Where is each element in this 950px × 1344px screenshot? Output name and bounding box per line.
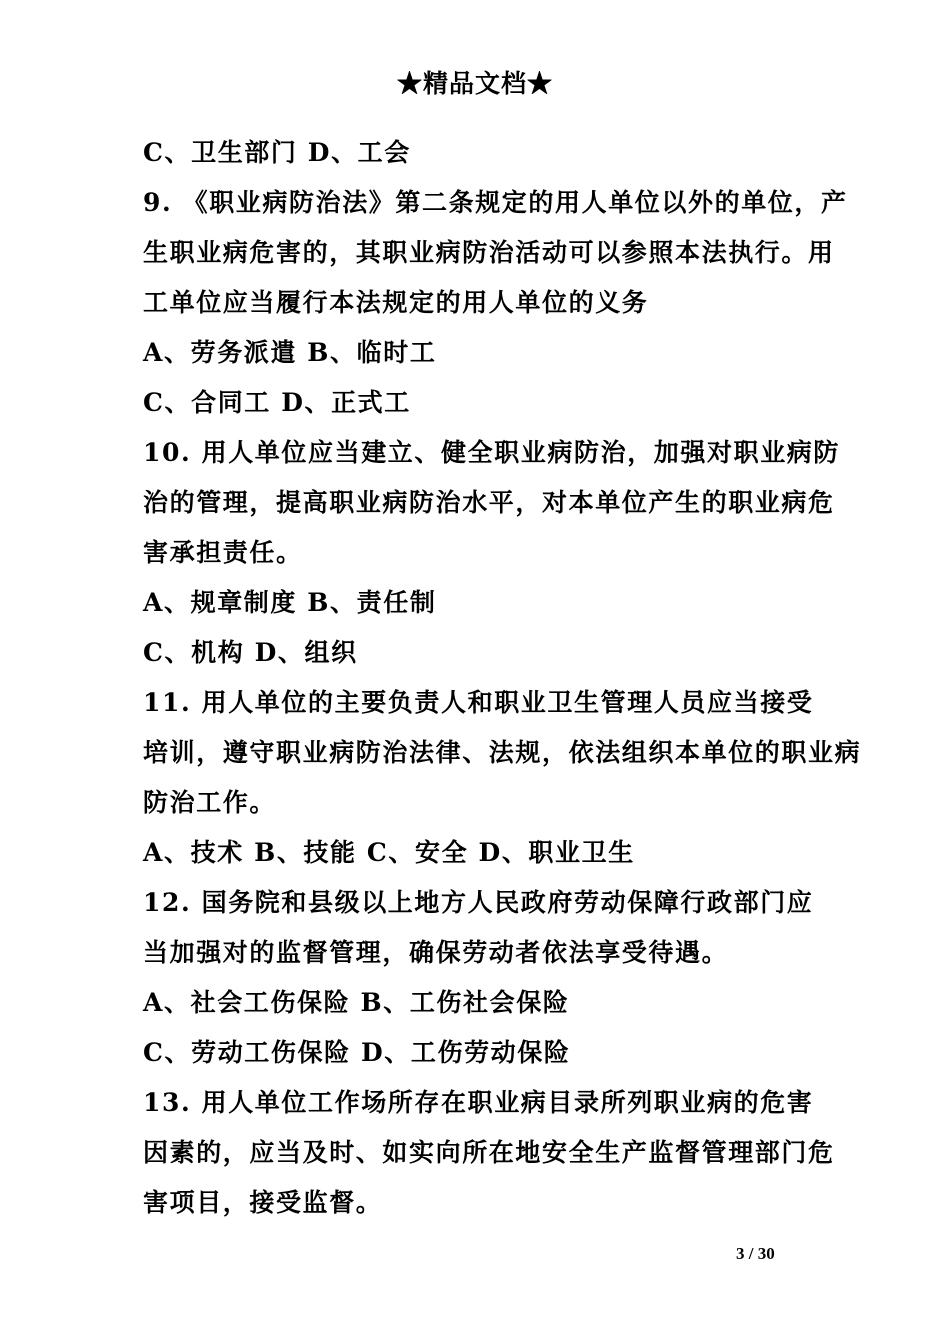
text-line: A、规章制度 B、责任制: [143, 588, 437, 617]
document-body: [143, 128, 862, 1228]
text-line: C、机构 D、组织: [143, 638, 358, 667]
text-line: C、劳动工伤保险 D、工伤劳动保险: [143, 1038, 571, 1067]
text-line: A、技术 B、技能 C、安全 D、职业卫生: [143, 838, 635, 867]
text-line: 工单位应当履行本法规定的用人单位的义务: [143, 288, 649, 317]
text-line: 因素的，应当及时、如实向所在地安全生产监督管理部门危: [143, 1138, 835, 1167]
text-line: 9. 《职业病防治法》第二条规定的用人单位以外的单位，产: [143, 188, 848, 217]
text-line: 13. 用人单位工作场所存在职业病目录所列职业病的危害: [143, 1088, 814, 1117]
text-line: 10. 用人单位应当建立、健全职业病防治，加强对职业病防: [143, 438, 840, 467]
text-line: 害承担责任。: [143, 538, 303, 567]
text-line: 防治工作。: [143, 788, 277, 817]
page-header-title: ★精品文档★: [396, 69, 553, 98]
page-number: 3 / 30: [736, 1244, 775, 1263]
text-line: 害项目，接受监督。: [143, 1188, 383, 1217]
text-line: 12. 国务院和县级以上地方人民政府劳动保障行政部门应: [143, 888, 814, 917]
text-line: C、卫生部门 D、工会: [143, 138, 411, 167]
text-line: 生职业病危害的，其职业病防治活动可以参照本法执行。用: [143, 238, 835, 267]
text-line: 培训，遵守职业病防治法律、法规，依法组织本单位的职业病: [143, 738, 862, 767]
text-line: 11. 用人单位的主要负责人和职业卫生管理人员应当接受: [143, 688, 814, 717]
text-line: 治的管理，提高职业病防治水平，对本单位产生的职业病危: [143, 488, 835, 517]
text-line: C、合同工 D、正式工: [143, 388, 411, 417]
text-line: 当加强对的监督管理，确保劳动者依法享受待遇。: [143, 938, 729, 967]
text-line: A、劳务派遣 B、临时工: [143, 338, 437, 367]
text-line: A、社会工伤保险 B、工伤社会保险: [143, 988, 570, 1017]
